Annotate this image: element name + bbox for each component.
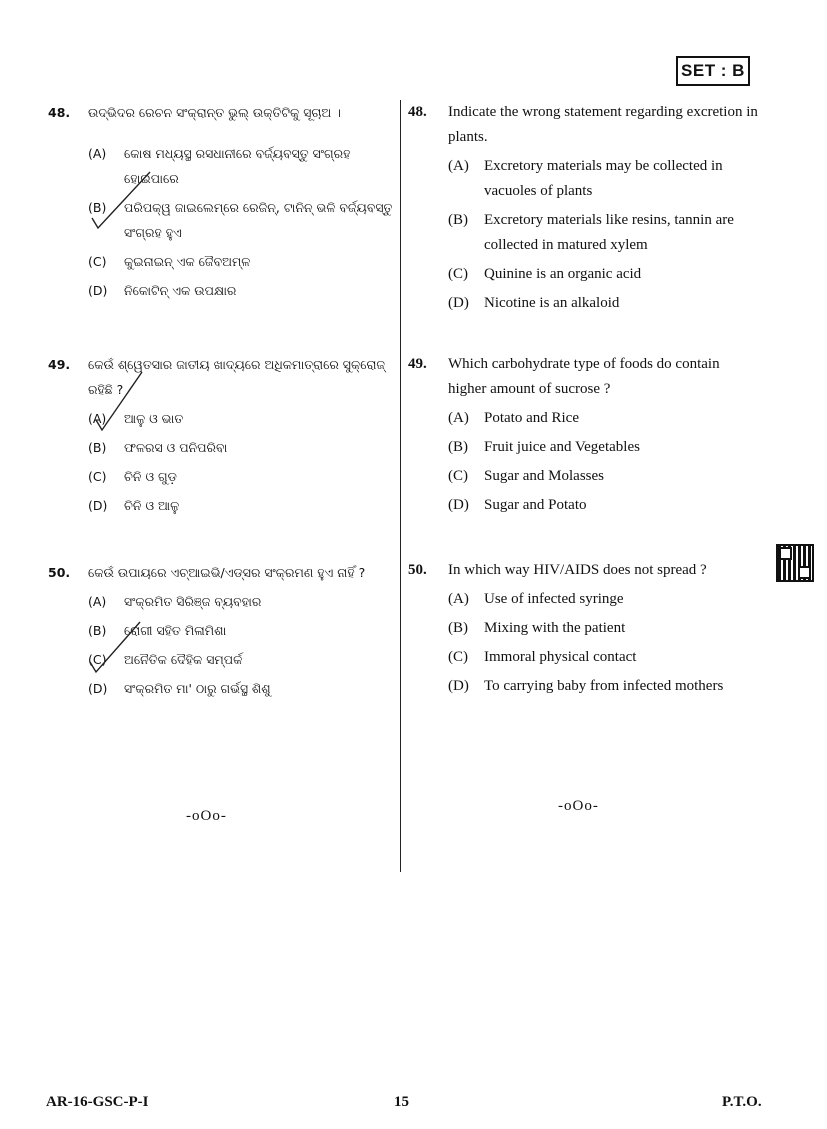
option-b	[448, 616, 760, 641]
option-label: (D)	[448, 295, 469, 311]
option-label: (C)	[448, 266, 468, 282]
question-number: 49.	[48, 357, 71, 372]
question-number: 49.	[408, 356, 427, 372]
option-text: ଫଳରସ ଓ ପନିପରିବା	[124, 440, 228, 455]
option-c	[88, 647, 393, 672]
option-label: (B)	[448, 620, 468, 636]
option-label: (A)	[448, 410, 469, 426]
option-b	[88, 195, 393, 245]
question-number: 48.	[48, 105, 71, 120]
option-label: (A)	[448, 591, 469, 607]
question-text: କେଉଁ ଉପାୟରେ ଏଚ୍‌ଆଇଭି/ଏଡ୍‌ସର ସଂକ୍ରମଣ ହୁଏ ନାହିଁ ?	[88, 565, 366, 580]
question-text: In which way HIV/AIDS does not spread ?	[448, 562, 707, 578]
option-d	[88, 676, 393, 701]
option-label: (C)	[88, 254, 107, 269]
option-label: (D)	[88, 498, 108, 513]
option-label: (C)	[448, 468, 468, 484]
option-label: (A)	[88, 594, 107, 609]
question-49-odia	[48, 352, 393, 518]
option-c	[88, 464, 393, 489]
option-text: Sugar and Molasses	[484, 468, 604, 484]
option-text: ନିକୋଟିନ୍ ଏକ ଉପକ୍ଷାର	[124, 283, 237, 298]
option-text: Sugar and Potato	[484, 497, 587, 513]
pto-label: P.T.O.	[722, 1094, 762, 1110]
question-text: Indicate the wrong statement regarding excretion in plants.	[448, 104, 758, 145]
option-d	[448, 291, 760, 316]
question-text: କେଉଁ ଶ୍ୱେତସାର ଜାତୀୟ ଖାଦ୍ୟରେ ଅଧିକମାତ୍ରାରେ ସୁକ୍ରୋଜ୍ ରହିଛି ?	[88, 357, 386, 397]
option-b	[448, 208, 760, 258]
question-text: ଉଦ୍ଭିଦର ରେଚନ ସଂକ୍ରାନ୍ତ ଭୁଲ୍ ଉକ୍ତିଟିକୁ ସୂଚାଅ ।	[88, 105, 341, 120]
option-d	[88, 278, 393, 303]
option-label: (A)	[88, 411, 107, 426]
option-a	[448, 587, 760, 612]
option-label: (B)	[88, 200, 107, 215]
option-b	[448, 435, 760, 460]
option-label: (A)	[88, 146, 107, 161]
option-label: (D)	[448, 497, 469, 513]
option-text: ଆଳୁ ଓ ଭାତ	[124, 411, 184, 426]
option-text: Nicotine is an alkaloid	[484, 295, 620, 311]
option-label: (B)	[88, 440, 107, 455]
paper-code: AR-16-GSC-P-I	[46, 1094, 149, 1110]
option-a	[448, 154, 760, 204]
option-a	[88, 141, 393, 191]
question-48-english	[408, 100, 760, 316]
option-text: Mixing with the patient	[484, 620, 626, 636]
option-text: ସଂକ୍ରମିତ ସିରିଞ୍ଜ ବ୍ୟବହାର	[124, 594, 262, 609]
option-text: କୋଷ ମଧ୍ୟସ୍ଥ ରସଧାନୀରେ ବର୍ଜ୍ୟବସ୍ତୁ ସଂଗ୍ରହ ହୋଇପାରେ	[124, 146, 351, 186]
option-d	[88, 493, 393, 518]
option-b	[88, 618, 393, 643]
option-text: Fruit juice and Vegetables	[484, 439, 640, 455]
question-number: 48.	[408, 104, 427, 120]
option-a	[448, 406, 760, 431]
option-label: (B)	[448, 212, 468, 228]
option-c	[448, 464, 760, 489]
option-text: Excretory materials may be collected in vacuoles of plants	[484, 158, 723, 199]
option-c	[448, 645, 760, 670]
option-text: To carrying baby from infected mothers	[484, 678, 724, 694]
option-label: (A)	[448, 158, 469, 174]
option-d	[448, 493, 760, 518]
option-text: ଅନୈତିକ ଦୈହିକ ସମ୍ପର୍କ	[124, 652, 243, 667]
option-a	[88, 589, 393, 614]
page-number: 15	[394, 1094, 409, 1110]
option-text: କୁଇନାଇନ୍ ଏକ ଜୈବଅମ୍ଳ	[124, 254, 251, 269]
option-label: (D)	[88, 283, 108, 298]
question-50-odia	[48, 560, 393, 701]
option-c	[88, 249, 393, 274]
option-b	[88, 435, 393, 460]
set-label: SET : B	[676, 56, 750, 86]
option-label: (C)	[88, 469, 107, 484]
option-text: ପରିପକ୍ୱ ଜାଇଲେମ୍‌ରେ ରେଜିନ୍, ଟାନିନ୍ ଭଳି ବର୍ଜ୍ୟବସ୍ତୁ ସଂଗ୍ରହ ହୁଏ	[124, 200, 393, 240]
option-text: Potato and Rice	[484, 410, 579, 426]
end-mark-right: -oOo-	[558, 798, 599, 814]
option-text: ସଂକ୍ରମିତ ମା' ଠାରୁ ଗର୍ଭସ୍ଥ ଶିଶୁ	[124, 681, 271, 696]
option-text: Excretory materials like resins, tannin are collected in matured xylem	[484, 212, 734, 253]
question-49-english	[408, 352, 760, 518]
question-text: Which carbohydrate type of foods do contain higher amount of sucrose ?	[448, 356, 720, 397]
option-label: (C)	[448, 649, 468, 665]
option-text: ଚିନି ଓ ଗୁଡ଼	[124, 469, 177, 484]
qr-code-icon	[776, 544, 814, 582]
question-number: 50.	[48, 565, 71, 580]
option-c	[448, 262, 760, 287]
option-label: (B)	[448, 439, 468, 455]
option-label: (C)	[88, 652, 107, 667]
option-text: Quinine is an organic acid	[484, 266, 642, 282]
option-label: (D)	[448, 678, 469, 694]
option-a	[88, 406, 393, 431]
option-text: Immoral physical contact	[484, 649, 637, 665]
option-d	[448, 674, 760, 699]
question-50-english	[408, 558, 760, 699]
question-number: 50.	[408, 562, 427, 578]
column-divider	[400, 100, 401, 872]
option-label: (D)	[88, 681, 108, 696]
option-text: ରୋଗୀ ସହିତ ମିଳାମିଶା	[124, 623, 227, 638]
question-48-odia	[48, 100, 393, 303]
option-text: Use of infected syringe	[484, 591, 624, 607]
option-text: ଚିନି ଓ ଆଳୁ	[124, 498, 180, 513]
end-mark-left: -oOo-	[186, 808, 227, 824]
option-label: (B)	[88, 623, 107, 638]
